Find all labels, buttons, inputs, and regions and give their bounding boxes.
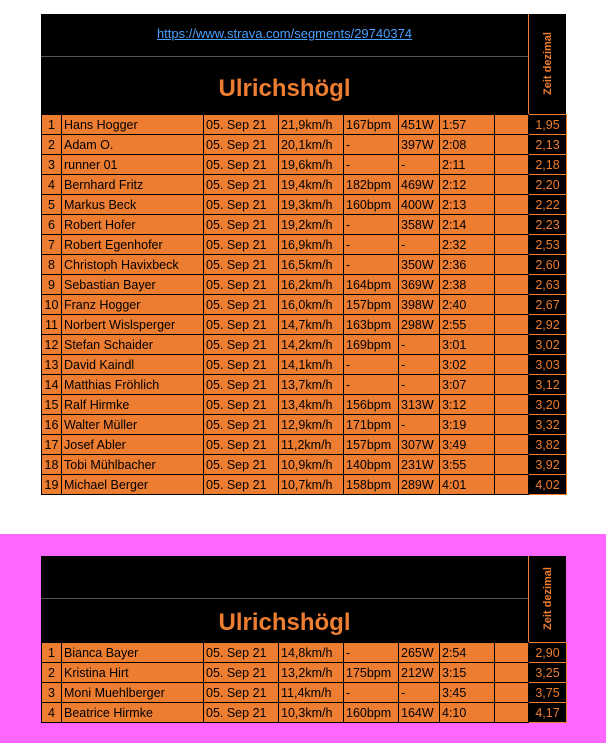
speed-cell: 16,2km/h xyxy=(279,275,344,295)
date-cell: 05. Sep 21 xyxy=(204,155,279,175)
decimal-time-cell: 3,03 xyxy=(529,355,567,375)
speed-cell: 10,9km/h xyxy=(279,455,344,475)
time-cell: 3:45 xyxy=(440,683,495,703)
power-cell: 164W xyxy=(399,703,440,723)
heart-rate-cell: - xyxy=(344,155,399,175)
empty-cell xyxy=(495,703,529,723)
athlete-name-cell: Robert Hofer xyxy=(62,215,204,235)
date-cell: 05. Sep 21 xyxy=(204,195,279,215)
date-cell: 05. Sep 21 xyxy=(204,215,279,235)
date-cell: 05. Sep 21 xyxy=(204,235,279,255)
table-row xyxy=(42,375,567,395)
table-row xyxy=(42,415,567,435)
speed-cell: 19,6km/h xyxy=(279,155,344,175)
heart-rate-cell: - xyxy=(344,683,399,703)
leaderboard-table xyxy=(41,114,567,495)
panel-header xyxy=(41,14,566,114)
decimal-time-cell: 2,22 xyxy=(529,195,567,215)
empty-cell xyxy=(495,415,529,435)
table-row xyxy=(42,295,567,315)
empty-cell xyxy=(495,335,529,355)
athlete-name-cell: Tobi Mühlbacher xyxy=(62,455,204,475)
rank-cell: 17 xyxy=(42,435,62,455)
empty-cell xyxy=(495,663,529,683)
decimal-time-cell: 2,20 xyxy=(529,175,567,195)
athlete-name-cell: Stefan Schaider xyxy=(62,335,204,355)
time-cell: 4:01 xyxy=(440,475,495,495)
date-cell: 05. Sep 21 xyxy=(204,643,279,663)
athlete-name-cell: Norbert Wislsperger xyxy=(62,315,204,335)
date-cell: 05. Sep 21 xyxy=(204,255,279,275)
table-row xyxy=(42,455,567,475)
table-row xyxy=(42,315,567,335)
speed-cell: 21,9km/h xyxy=(279,115,344,135)
empty-cell xyxy=(495,355,529,375)
rank-cell: 2 xyxy=(42,135,62,155)
rank-cell: 9 xyxy=(42,275,62,295)
time-cell: 3:07 xyxy=(440,375,495,395)
power-cell: - xyxy=(399,335,440,355)
heart-rate-cell: 164bpm xyxy=(344,275,399,295)
date-cell: 05. Sep 21 xyxy=(204,703,279,723)
power-cell: 397W xyxy=(399,135,440,155)
table-row xyxy=(42,663,567,683)
power-cell: 369W xyxy=(399,275,440,295)
decimal-time-cell: 3,32 xyxy=(529,415,567,435)
power-cell: - xyxy=(399,235,440,255)
empty-cell xyxy=(495,295,529,315)
date-cell: 05. Sep 21 xyxy=(204,135,279,155)
table-row xyxy=(42,155,567,175)
speed-cell: 16,9km/h xyxy=(279,235,344,255)
heart-rate-cell: - xyxy=(344,375,399,395)
athlete-name-cell: Adam O. xyxy=(62,135,204,155)
rank-cell: 2 xyxy=(42,663,62,683)
decimal-time-header: Zeit dezimal xyxy=(542,32,554,96)
power-cell: 350W xyxy=(399,255,440,275)
power-cell: - xyxy=(399,355,440,375)
table-row xyxy=(42,255,567,275)
empty-cell xyxy=(495,475,529,495)
date-cell: 05. Sep 21 xyxy=(204,115,279,135)
speed-cell: 11,2km/h xyxy=(279,435,344,455)
rank-cell: 11 xyxy=(42,315,62,335)
decimal-time-cell: 2,92 xyxy=(529,315,567,335)
empty-cell xyxy=(495,195,529,215)
decimal-time-cell: 4,17 xyxy=(529,703,567,723)
time-cell: 3:19 xyxy=(440,415,495,435)
header-divider xyxy=(41,598,528,599)
date-cell: 05. Sep 21 xyxy=(204,435,279,455)
empty-cell xyxy=(495,275,529,295)
time-cell: 4:10 xyxy=(440,703,495,723)
rank-cell: 12 xyxy=(42,335,62,355)
athlete-name-cell: Matthias Fröhlich xyxy=(62,375,204,395)
date-cell: 05. Sep 21 xyxy=(204,315,279,335)
heart-rate-cell: 140bpm xyxy=(344,455,399,475)
leaderboard-table xyxy=(41,642,567,723)
heart-rate-cell: - xyxy=(344,215,399,235)
speed-cell: 14,2km/h xyxy=(279,335,344,355)
heart-rate-cell: 171bpm xyxy=(344,415,399,435)
power-cell: - xyxy=(399,415,440,435)
table-row xyxy=(42,435,567,455)
segment-title: Ulrichshögl xyxy=(218,75,351,102)
athlete-name-cell: Beatrice Hirmke xyxy=(62,703,204,723)
heart-rate-cell: 167bpm xyxy=(344,115,399,135)
time-cell: 3:02 xyxy=(440,355,495,375)
empty-cell xyxy=(495,683,529,703)
athlete-name-cell: Bernhard Fritz xyxy=(62,175,204,195)
power-cell: 451W xyxy=(399,115,440,135)
heart-rate-cell: 158bpm xyxy=(344,475,399,495)
athlete-name-cell: runner 01 xyxy=(62,155,204,175)
athlete-name-cell: Franz Hogger xyxy=(62,295,204,315)
power-cell: 398W xyxy=(399,295,440,315)
speed-cell: 19,3km/h xyxy=(279,195,344,215)
decimal-time-cell: 2,90 xyxy=(529,643,567,663)
speed-cell: 13,2km/h xyxy=(279,663,344,683)
decimal-time-cell: 3,12 xyxy=(529,375,567,395)
power-cell: - xyxy=(399,155,440,175)
date-cell: 05. Sep 21 xyxy=(204,335,279,355)
date-cell: 05. Sep 21 xyxy=(204,683,279,703)
speed-cell: 14,7km/h xyxy=(279,315,344,335)
table-row xyxy=(42,275,567,295)
speed-cell: 19,2km/h xyxy=(279,215,344,235)
athlete-name-cell: Hans Hogger xyxy=(62,115,204,135)
time-cell: 3:55 xyxy=(440,455,495,475)
empty-cell xyxy=(495,155,529,175)
speed-cell: 13,4km/h xyxy=(279,395,344,415)
table-row xyxy=(42,115,567,135)
date-cell: 05. Sep 21 xyxy=(204,175,279,195)
segment-link[interactable]: https://www.strava.com/segments/29740374 xyxy=(156,26,413,41)
date-cell: 05. Sep 21 xyxy=(204,375,279,395)
speed-cell: 10,7km/h xyxy=(279,475,344,495)
rank-cell: 1 xyxy=(42,115,62,135)
table-row xyxy=(42,175,567,195)
table-row xyxy=(42,355,567,375)
decimal-time-cell: 2,53 xyxy=(529,235,567,255)
speed-cell: 14,1km/h xyxy=(279,355,344,375)
power-cell: 400W xyxy=(399,195,440,215)
date-cell: 05. Sep 21 xyxy=(204,415,279,435)
athlete-name-cell: Robert Egenhofer xyxy=(62,235,204,255)
athlete-name-cell: Michael Berger xyxy=(62,475,204,495)
empty-cell xyxy=(495,215,529,235)
rank-cell: 3 xyxy=(42,683,62,703)
time-cell: 2:32 xyxy=(440,235,495,255)
heart-rate-cell: 157bpm xyxy=(344,435,399,455)
empty-cell xyxy=(495,375,529,395)
header-divider xyxy=(41,56,528,57)
power-cell: 358W xyxy=(399,215,440,235)
decimal-time-cell: 2,18 xyxy=(529,155,567,175)
athlete-name-cell: Bianca Bayer xyxy=(62,643,204,663)
decimal-time-cell: 4,02 xyxy=(529,475,567,495)
speed-cell: 11,4km/h xyxy=(279,683,344,703)
athlete-name-cell: Ralf Hirmke xyxy=(62,395,204,415)
heart-rate-cell: - xyxy=(344,235,399,255)
date-cell: 05. Sep 21 xyxy=(204,275,279,295)
leaderboard-panel-women xyxy=(41,556,566,723)
empty-cell xyxy=(495,235,529,255)
time-cell: 3:49 xyxy=(440,435,495,455)
athlete-name-cell: Sebastian Bayer xyxy=(62,275,204,295)
date-cell: 05. Sep 21 xyxy=(204,475,279,495)
speed-cell: 12,9km/h xyxy=(279,415,344,435)
decimal-time-cell: 3,75 xyxy=(529,683,567,703)
athlete-name-cell: Moni Muehlberger xyxy=(62,683,204,703)
empty-cell xyxy=(495,115,529,135)
rank-cell: 8 xyxy=(42,255,62,275)
time-cell: 2:55 xyxy=(440,315,495,335)
speed-cell: 19,4km/h xyxy=(279,175,344,195)
time-cell: 2:14 xyxy=(440,215,495,235)
decimal-time-cell: 2,23 xyxy=(529,215,567,235)
table-row xyxy=(42,215,567,235)
empty-cell xyxy=(495,643,529,663)
power-cell: - xyxy=(399,375,440,395)
heart-rate-cell: 163bpm xyxy=(344,315,399,335)
empty-cell xyxy=(495,255,529,275)
rank-cell: 10 xyxy=(42,295,62,315)
rank-cell: 4 xyxy=(42,175,62,195)
decimal-time-cell: 2,60 xyxy=(529,255,567,275)
table-row xyxy=(42,703,567,723)
speed-cell: 20,1km/h xyxy=(279,135,344,155)
speed-cell: 14,8km/h xyxy=(279,643,344,663)
time-cell: 3:12 xyxy=(440,395,495,415)
empty-cell xyxy=(495,455,529,475)
segment-title: Ulrichshögl xyxy=(218,609,351,636)
date-cell: 05. Sep 21 xyxy=(204,455,279,475)
empty-cell xyxy=(495,175,529,195)
heart-rate-cell: 175bpm xyxy=(344,663,399,683)
athlete-name-cell: Markus Beck xyxy=(62,195,204,215)
heart-rate-cell: 160bpm xyxy=(344,195,399,215)
decimal-time-cell: 3,82 xyxy=(529,435,567,455)
time-cell: 2:11 xyxy=(440,155,495,175)
rank-cell: 6 xyxy=(42,215,62,235)
rank-cell: 1 xyxy=(42,643,62,663)
table-row xyxy=(42,135,567,155)
empty-cell xyxy=(495,395,529,415)
decimal-time-header-cell xyxy=(528,14,567,114)
decimal-time-cell: 2,67 xyxy=(529,295,567,315)
time-cell: 3:01 xyxy=(440,335,495,355)
heart-rate-cell: 157bpm xyxy=(344,295,399,315)
empty-cell xyxy=(495,435,529,455)
rank-cell: 3 xyxy=(42,155,62,175)
decimal-time-cell: 1,95 xyxy=(529,115,567,135)
time-cell: 2:08 xyxy=(440,135,495,155)
power-cell: 313W xyxy=(399,395,440,415)
time-cell: 2:38 xyxy=(440,275,495,295)
power-cell: 298W xyxy=(399,315,440,335)
time-cell: 2:54 xyxy=(440,643,495,663)
time-cell: 2:12 xyxy=(440,175,495,195)
rank-cell: 7 xyxy=(42,235,62,255)
decimal-time-cell: 2,63 xyxy=(529,275,567,295)
time-cell: 2:13 xyxy=(440,195,495,215)
power-cell: 289W xyxy=(399,475,440,495)
speed-cell: 10,3km/h xyxy=(279,703,344,723)
speed-cell: 16,0km/h xyxy=(279,295,344,315)
decimal-time-header: Zeit dezimal xyxy=(542,567,554,631)
rank-cell: 4 xyxy=(42,703,62,723)
power-cell: 469W xyxy=(399,175,440,195)
panel-header xyxy=(41,556,566,642)
time-cell: 2:40 xyxy=(440,295,495,315)
heart-rate-cell: - xyxy=(344,643,399,663)
table-row xyxy=(42,643,567,663)
heart-rate-cell: 156bpm xyxy=(344,395,399,415)
heart-rate-cell: 182bpm xyxy=(344,175,399,195)
empty-cell xyxy=(495,315,529,335)
decimal-time-cell: 3,92 xyxy=(529,455,567,475)
speed-cell: 16,5km/h xyxy=(279,255,344,275)
decimal-time-cell: 3,25 xyxy=(529,663,567,683)
date-cell: 05. Sep 21 xyxy=(204,663,279,683)
table-row xyxy=(42,195,567,215)
rank-cell: 13 xyxy=(42,355,62,375)
date-cell: 05. Sep 21 xyxy=(204,295,279,315)
power-cell: 231W xyxy=(399,455,440,475)
athlete-name-cell: Christoph Havixbeck xyxy=(62,255,204,275)
athlete-name-cell: Josef Abler xyxy=(62,435,204,455)
decimal-time-cell: 3,20 xyxy=(529,395,567,415)
heart-rate-cell: - xyxy=(344,135,399,155)
table-row xyxy=(42,683,567,703)
rank-cell: 5 xyxy=(42,195,62,215)
table-row xyxy=(42,335,567,355)
heart-rate-cell: 160bpm xyxy=(344,703,399,723)
power-cell: 307W xyxy=(399,435,440,455)
table-row xyxy=(42,235,567,255)
table-row xyxy=(42,475,567,495)
leaderboard-panel-men xyxy=(41,14,566,495)
rank-cell: 14 xyxy=(42,375,62,395)
heart-rate-cell: - xyxy=(344,355,399,375)
rank-cell: 19 xyxy=(42,475,62,495)
empty-cell xyxy=(495,135,529,155)
date-cell: 05. Sep 21 xyxy=(204,355,279,375)
power-cell: 265W xyxy=(399,643,440,663)
rank-cell: 15 xyxy=(42,395,62,415)
time-cell: 3:15 xyxy=(440,663,495,683)
heart-rate-cell: - xyxy=(344,255,399,275)
time-cell: 2:36 xyxy=(440,255,495,275)
date-cell: 05. Sep 21 xyxy=(204,395,279,415)
athlete-name-cell: Walter Müller xyxy=(62,415,204,435)
athlete-name-cell: David Kaindl xyxy=(62,355,204,375)
heart-rate-cell: 169bpm xyxy=(344,335,399,355)
athlete-name-cell: Kristina Hirt xyxy=(62,663,204,683)
decimal-time-cell: 2,13 xyxy=(529,135,567,155)
decimal-time-cell: 3,02 xyxy=(529,335,567,355)
time-cell: 1:57 xyxy=(440,115,495,135)
power-cell: 212W xyxy=(399,663,440,683)
power-cell: - xyxy=(399,683,440,703)
speed-cell: 13,7km/h xyxy=(279,375,344,395)
table-row xyxy=(42,395,567,415)
rank-cell: 16 xyxy=(42,415,62,435)
rank-cell: 18 xyxy=(42,455,62,475)
decimal-time-header-cell xyxy=(528,556,567,642)
